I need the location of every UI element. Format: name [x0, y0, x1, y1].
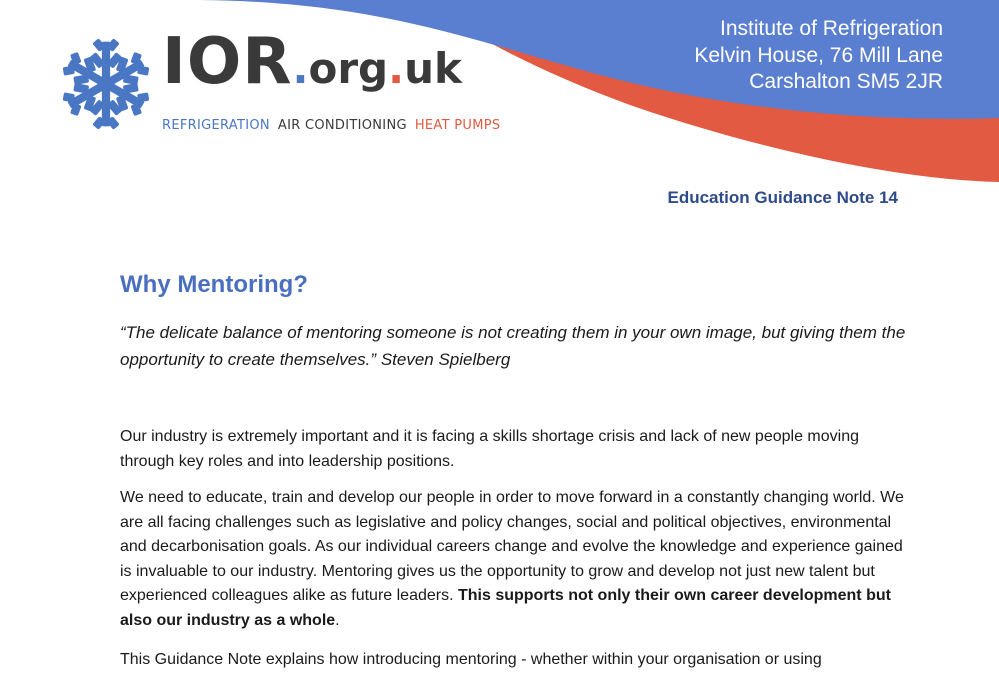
quote-author: Steven Spielberg [380, 350, 511, 369]
tagline-heat-pumps: HEAT PUMPS [414, 118, 501, 133]
page-heading: Why Mentoring? [120, 271, 308, 298]
paragraph-emphasis: This supports not only their own career development but also our industry as a whole [120, 587, 891, 629]
paragraph-text: We need to educate, train and develop our people in order to move forward in a constantly changing world. We are all facing challenges such as legislative and policy changes, social and political objectives, environmental and decarbonisation goals. As our individual careers change and evolve the knowledge and experience gained is invaluable to our industry. Mentoring gives us the opportunity to grow and develop not just new talent but experienced colleagues alike as future leaders. [120, 489, 904, 604]
quote-text: “The delicate balance of mentoring someone is not creating them in your own image, but giving them the opportunity to create themselves.” [120, 323, 906, 369]
ior-logo [60, 25, 530, 136]
address-line-street: Kelvin House, 76 Mill Lane [694, 43, 943, 67]
tagline-air-conditioning: AIR CONDITIONING [277, 118, 407, 133]
logo-tagline [162, 118, 508, 133]
tagline-refrigeration: REFRIGERATION [162, 118, 270, 133]
snowflake-icon [60, 38, 152, 130]
wordmark-uk: uk [404, 44, 462, 93]
wordmark-ior: IOR [162, 25, 293, 99]
guidance-note-label: Education Guidance Note 14 [667, 188, 898, 207]
wordmark-org: org [308, 44, 389, 93]
paragraph-skills-shortage: Our industry is extremely important and it is facing a skills shortage crisis and lack of new people moving through key roles and into leadership positions. [120, 428, 859, 470]
wordmark-dot-blue: . [292, 44, 309, 93]
paragraph-educate-train [120, 486, 910, 633]
paragraph-end: . [335, 611, 340, 629]
address-line-town: Carshalton SM5 2JR [749, 70, 943, 93]
wordmark-dot-red: . [388, 44, 405, 93]
address-line-org: Institute of Refrigeration [720, 17, 943, 40]
address-block [694, 16, 943, 96]
logo-wordmark [162, 25, 462, 99]
quote [120, 319, 910, 373]
paragraph-guidance-intro: This Guidance Note explains how introducing mentoring - whether within your organisation or using [120, 651, 822, 668]
